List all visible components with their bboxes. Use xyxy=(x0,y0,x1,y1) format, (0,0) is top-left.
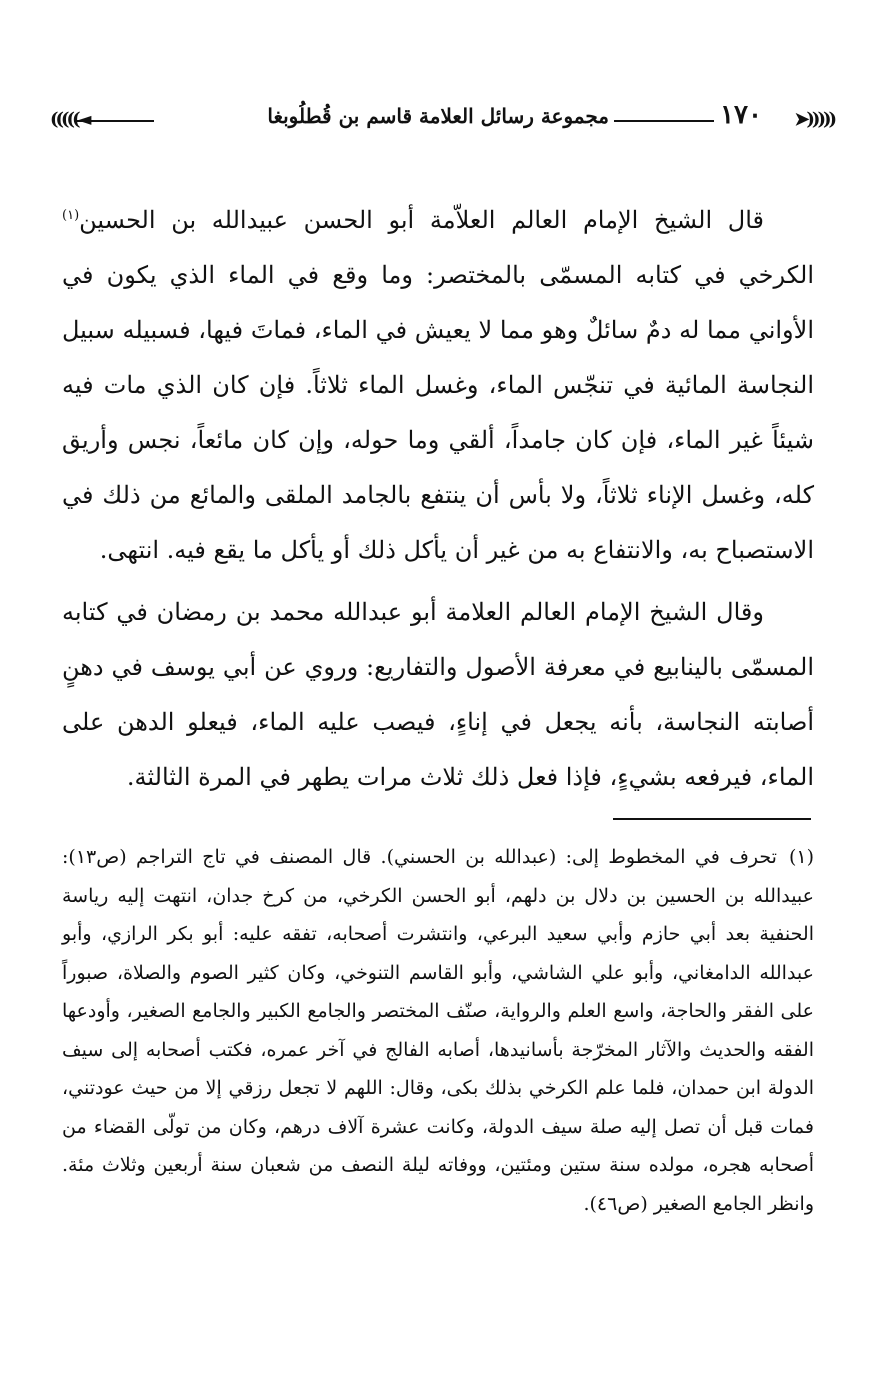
footnote-text: تحرف في المخطوط إلى: (عبدالله بن الحسني). قال المصنف في تاج التراجم (ص١٣): عبيدالله بن الحسين بن دلال بن دلهم، أبو الحسن الكرخي، من كرخ جدان، انتهت إليه رياسة الحنفية بعد أبي حازم وأبي سعيد البرعي، وانتشرت أصحابه، تفقه عليه: أبو بكر الرازي، وأبو عبدالله الدامغاني، وأبو علي الشاشي، وأبو القاسم التنوخي، وكان كثير الصوم والصلاة، صبوراً على الفقر والحاجة، واسع العلم والرواية، صنّف المختصر والجامع الكبير والجامع الصغير، وأودعها الفقه والحديث والآثار المخرّجة بأسانيدها، أصابه الفالج في آخر عمره، فكتب أصحابه إلى سيف الدولة ابن حمدان، فلما علم الكرخي بذلك بكى، وقال: اللهم لا تجعل رزقي إلا من حيث عودتني، فمات قبل أن تصل إليه صلة سيف الدولة، وكانت عشرة آلاف درهم، وكان من تولّى القضاء من أصحابه هجره، مولده سنة ستين ومئتين، ووفاته ليلة النصف من شعبان سنة أربعين وثلاث مئة. وانظر الجامع الصغير (ص٤٦). xyxy=(62,846,814,1215)
page-number: ١٧٠ xyxy=(720,100,762,130)
running-title: مجموعة رسائل العلامة قاسم بن قُطلُوبغا xyxy=(267,104,609,128)
paragraph-text: وقال الشيخ الإمام العالم العلامة أبو عبدالله محمد بن رمضان في كتابه المسمّى بالينابيع في معرفة الأصول والتفاريع: وروي عن أبي يوسف في دهنٍ أصابته النجاسة، بأنه يجعل في إناءٍ، فيصب عليه الماء، فيعلو الدهن على الماء، فيرفعه بشيءٍ، فإذا فعل ذلك ثلاث مرات يطهر في المرة الثالثة. xyxy=(62,598,814,791)
footnote xyxy=(62,838,814,1223)
paragraph-text-continued: الكرخي في كتابه المسمّى بالمختصر: وما وقع في الماء الذي يكون في الأواني مما له دمٌ سائلٌ وهو مما لا يعيش في الماء، فماتَ فيها، فسبيله سبيل النجاسة المائية في تنجّس الماء، وغسل الماء ثلاثاً. فإن كان الذي مات فيه شيئاً غير الماء، فإن كان جامداً، ألقي وما حوله، وإن كان مائعاً، نجس وأريق كله، وغسل الإناء ثلاثاً، ولا بأس أن ينتفع بالجامد الملقى والمائع من ذلك في الاستصباح به، والانتفاع به من غير أن يأكل ذلك أو يأكل ما يقع فيه. انتهى. xyxy=(62,261,814,564)
footnotes xyxy=(62,838,814,1223)
header-ornament-right: ➤))))) xyxy=(794,109,834,130)
paragraph-text: قال الشيخ الإمام العالم العلاّمة أبو الحسن عبيدالله بن الحسين xyxy=(79,206,764,234)
paragraph xyxy=(62,585,814,805)
paragraph xyxy=(62,188,814,578)
header-ornament-left: (((((◄ xyxy=(50,109,89,130)
page-header xyxy=(50,100,834,136)
footnote-number: (١) xyxy=(788,846,814,868)
header-rule xyxy=(614,120,714,122)
footnote-ref: (١) xyxy=(62,208,80,223)
footnote-separator xyxy=(613,818,811,820)
main-text xyxy=(62,188,814,812)
